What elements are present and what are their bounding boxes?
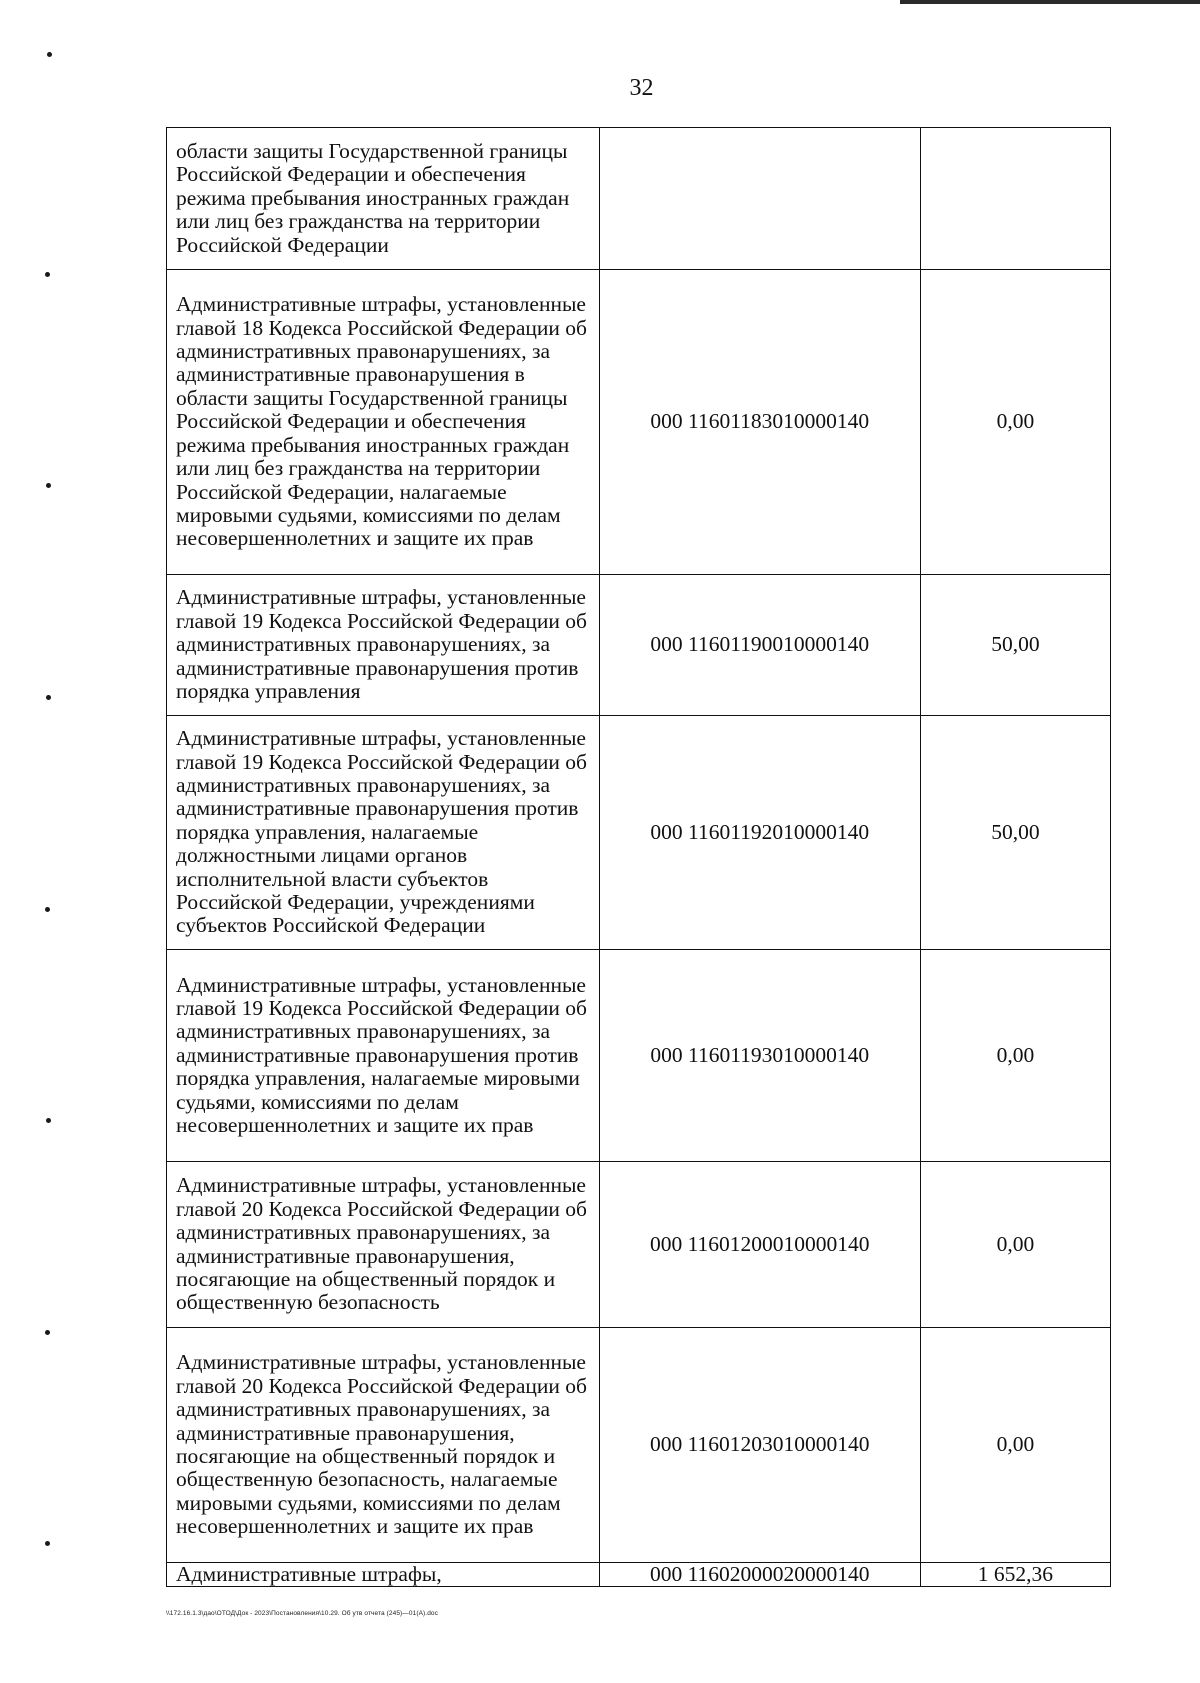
binding-hole-mark (46, 695, 51, 700)
binding-hole-mark (45, 272, 50, 277)
table-row (167, 128, 1111, 270)
table-row (167, 1563, 1111, 1587)
binding-hole-mark (45, 907, 50, 912)
binding-hole-mark (45, 1330, 50, 1335)
row-amount: 50,00 (920, 575, 1110, 716)
table-row (167, 950, 1111, 1162)
row-amount: 0,00 (920, 270, 1110, 575)
table-row (167, 716, 1111, 950)
row-code (599, 128, 920, 270)
row-amount: 0,00 (920, 1328, 1110, 1563)
scan-edge-line (900, 0, 1200, 4)
row-description: Административные штрафы, установленные главой 18 Кодекса Российской Федерации об административных правонарушениях, за административные правонарушения в области защиты Государственной границы Российской Федерации и обеспечения режима пребывания иностранных граждан или лиц без гражданства на территории Российской Федерации, налагаемые мировыми судьями, комиссиями по делам несовершеннолетних и защите их прав (167, 270, 600, 575)
row-code: 000 11601193010000140 (599, 950, 920, 1162)
binding-hole-mark (45, 1541, 50, 1546)
row-description: Административные штрафы, установленные главой 20 Кодекса Российской Федерации об административных правонарушениях, за административные правонарушения, посягающие на общественный порядок и общественную безопасность (167, 1162, 600, 1328)
row-description: Административные штрафы, установленные главой 19 Кодекса Российской Федерации об административных правонарушениях, за административные правонарушения против порядка управления (167, 575, 600, 716)
row-amount (920, 128, 1110, 270)
row-amount: 0,00 (920, 950, 1110, 1162)
row-code: 000 11602000020000140 (599, 1563, 920, 1587)
binding-hole-mark (46, 1118, 51, 1123)
row-code: 000 11601203010000140 (599, 1328, 920, 1563)
row-code: 000 11601190010000140 (599, 575, 920, 716)
binding-hole-mark (47, 52, 52, 57)
row-amount: 50,00 (920, 716, 1110, 950)
row-code: 000 11601200010000140 (599, 1162, 920, 1328)
table-row (167, 575, 1111, 716)
row-code: 000 11601192010000140 (599, 716, 920, 950)
page-number: 32 (629, 75, 654, 101)
row-description: Административные штрафы, (167, 1563, 600, 1587)
row-description: Административные штрафы, установленные главой 19 Кодекса Российской Федерации об административных правонарушениях, за административные правонарушения против порядка управления, налагаемые мировыми судьями, комиссиями по делам несовершеннолетних и защите их прав (167, 950, 600, 1162)
table-row (167, 1162, 1111, 1328)
file-path-footer: \\172.16.1.3\дао\ОТОД\Док - 2023\Постановления\10.29. Об утв отчета (245)—01(А).doc (166, 1610, 438, 1617)
row-description: области защиты Государственной границы Российской Федерации и обеспечения режима пребывания иностранных граждан или лиц без гражданства на территории Российской Федерации (167, 128, 600, 270)
row-amount: 1 652,36 (920, 1563, 1110, 1587)
binding-hole-mark (46, 483, 51, 488)
row-amount: 0,00 (920, 1162, 1110, 1328)
row-description: Административные штрафы, установленные главой 20 Кодекса Российской Федерации об административных правонарушениях, за административные правонарушения, посягающие на общественный порядок и общественную безопасность, налагаемые мировыми судьями, комиссиями по делам несовершеннолетних и защите их прав (167, 1328, 600, 1563)
row-code: 000 11601183010000140 (599, 270, 920, 575)
table-row (167, 1328, 1111, 1563)
row-description: Административные штрафы, установленные главой 19 Кодекса Российской Федерации об административных правонарушениях, за административные правонарушения против порядка управления, налагаемые должностными лицами органов исполнительной власти субъектов Российской Федерации, учреждениями субъектов Российской Федерации (167, 716, 600, 950)
revenue-table (166, 127, 1111, 1587)
table-row (167, 270, 1111, 575)
